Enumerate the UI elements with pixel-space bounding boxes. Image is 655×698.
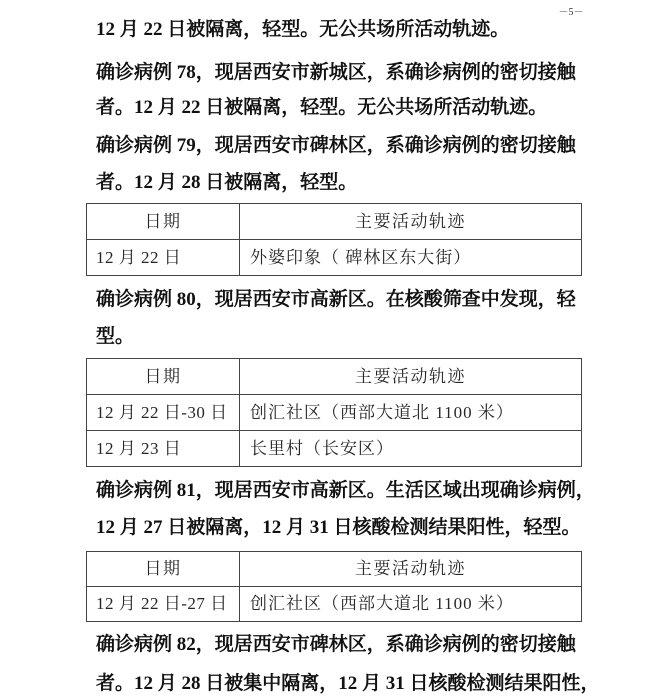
- table-header-row: [87, 552, 582, 587]
- case-78-line-2: 者。12 月 22 日被隔离，轻型。无公共场所活动轨迹。: [96, 97, 548, 118]
- table-header-row: [87, 359, 582, 395]
- paragraph-line: 12 月 22 日被隔离，轻型。无公共场所活动轨迹。: [96, 19, 510, 40]
- cell-activity: 创汇社区（西部大道北 1100 米）: [240, 395, 582, 431]
- case-80-line-2: 型。: [96, 326, 135, 347]
- case-80-line-1: 确诊病例 80，现居西安市高新区。在核酸筛查中发现，轻: [96, 289, 576, 310]
- header-date: 日期: [87, 552, 240, 587]
- case-79-line-1: 确诊病例 79，现居西安市碑林区，系确诊病例的密切接触: [96, 135, 576, 156]
- case-79-activity-table: [86, 203, 582, 276]
- cell-activity: 长里村（长安区）: [240, 431, 582, 467]
- case-81-line-2: 12 月 27 日被隔离，12 月 31 日核酸检测结果阳性，轻型。: [96, 517, 581, 538]
- header-activity: 主要活动轨迹: [240, 359, 582, 395]
- case-81-line-1: 确诊病例 81，现居西安市高新区。生活区域出现确诊病例，: [96, 480, 595, 501]
- header-activity: 主要活动轨迹: [240, 204, 582, 240]
- case-82-line-2: 者。12 月 28 日被集中隔离，12 月 31 日核酸检测结果阳性，: [96, 673, 600, 694]
- header-date: 日期: [87, 359, 240, 395]
- page-number: －5－: [558, 7, 584, 18]
- case-80-activity-table: [86, 358, 582, 467]
- table-row: [87, 395, 582, 431]
- cell-date: 12 月 22 日: [87, 240, 240, 276]
- cell-date: 12 月 23 日: [87, 431, 240, 467]
- case-78-line-1: 确诊病例 78，现居西安市新城区，系确诊病例的密切接触: [96, 62, 576, 83]
- table-row: [87, 240, 582, 276]
- header-activity: 主要活动轨迹: [240, 552, 582, 587]
- table-header-row: [87, 204, 582, 240]
- case-79-line-2: 者。12 月 28 日被隔离，轻型。: [96, 172, 358, 193]
- table-row: [87, 587, 582, 622]
- table-row: [87, 431, 582, 467]
- case-81-activity-table: [86, 551, 582, 622]
- cell-date: 12 月 22 日-30 日: [87, 395, 240, 431]
- case-82-line-1: 确诊病例 82，现居西安市碑林区，系确诊病例的密切接触: [96, 634, 576, 655]
- header-date: 日期: [87, 204, 240, 240]
- cell-activity: 创汇社区（西部大道北 1100 米）: [240, 587, 582, 622]
- cell-activity: 外婆印象（ 碑林区东大街）: [240, 240, 582, 276]
- cell-date: 12 月 22 日-27 日: [87, 587, 240, 622]
